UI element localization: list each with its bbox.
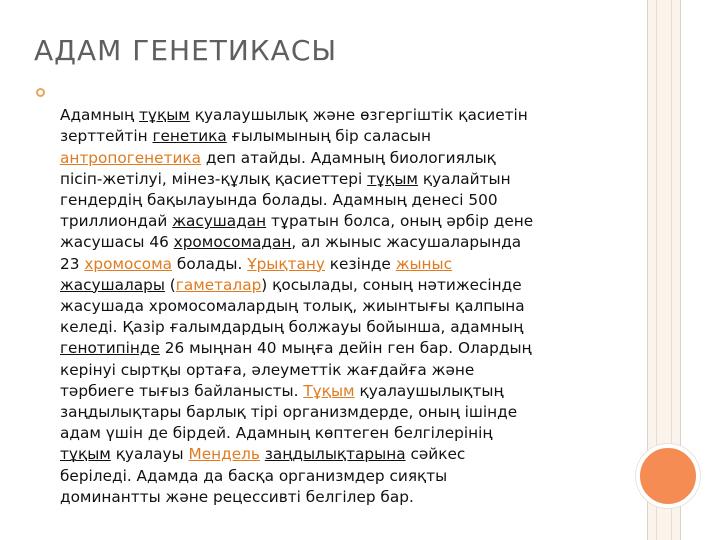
text-span: сәйкес беріледі. Адамда да басқа организмдер сияқты доминантты және рецессивті белгілер бар. [60, 445, 466, 506]
link-zhasushalary[interactable]: жасушалары [60, 275, 165, 294]
text-span: ғылымының бір саласын [231, 127, 431, 146]
link-antropogenetika[interactable]: антропогенетика [60, 148, 202, 167]
link-hromosoma[interactable]: хромосома [84, 254, 173, 273]
body-paragraph [36, 84, 620, 508]
link-zandylyktaryna[interactable]: заңдылықтарына [264, 445, 406, 464]
text-span: 26 мыңнан 40 мыңға дейін ген бар. Олардың керінуі сыртқы ортаға, әлеуметтік жағдайға және тәрбиеге тығыз байланысты. [60, 339, 532, 400]
link-hromosomadan[interactable]: хромосомадан [173, 233, 292, 252]
text-span: тұратын болса, оның әрбір дене жасушасы 46 [60, 212, 534, 252]
text-span: ( [164, 275, 176, 294]
slide-title: АДАМ ГЕНЕТИКАСЫ [34, 34, 338, 67]
link-zhasushadan[interactable]: жасушадан [172, 212, 267, 231]
decorative-circle [636, 444, 700, 508]
text-span: қуалаушылық және өзгергіштік қасиетін зерттейтін [60, 106, 528, 146]
text-span: болады. [172, 254, 248, 273]
text-span: , ал жыныс жасушаларында 23 [60, 233, 522, 273]
link-tukym[interactable]: тұқым [139, 106, 190, 125]
text-span: деп атайды. Адамның биологиялық пісіп-жетілуі, мінез-құлық қасиеттері [60, 148, 496, 188]
link-tukym-capital[interactable]: Тұқым [303, 381, 355, 400]
link-zhynys[interactable]: жыныс [395, 254, 453, 273]
text-span: қуалауы [110, 445, 189, 464]
text-span: ) қосылады, соның нәтижесінде жасушада хромосомалардың толық, жиынтығы қалпына келеді. Қазір ғалымдардың болжауы бойынша, адамның [60, 275, 525, 337]
link-tukym[interactable]: тұқым [60, 445, 111, 464]
link-gametalar[interactable]: гаметалар [175, 275, 262, 294]
text-span: қуалаушылықтың заңдылықтары барлық тірі организмдерде, оның ішінде адам үшін де бірдей. Адамның көптеген белгілерінің [60, 381, 518, 443]
text-span: қуалайтын гендердің бақылауында болады. Адамның денесі 500 триллиондай [60, 169, 511, 231]
content-area [36, 84, 620, 508]
link-tukym[interactable]: тұқым [367, 169, 418, 188]
link-uryktanu[interactable]: Ұрықтану [247, 254, 325, 273]
link-mendel[interactable]: Мендель [188, 445, 260, 464]
text-span: Адамның [60, 106, 140, 125]
text-span: кезінде [324, 254, 396, 273]
link-genetika[interactable]: генетика [152, 127, 227, 146]
bullet-icon [36, 88, 45, 97]
link-genotipinde[interactable]: генотипінде [60, 339, 160, 358]
